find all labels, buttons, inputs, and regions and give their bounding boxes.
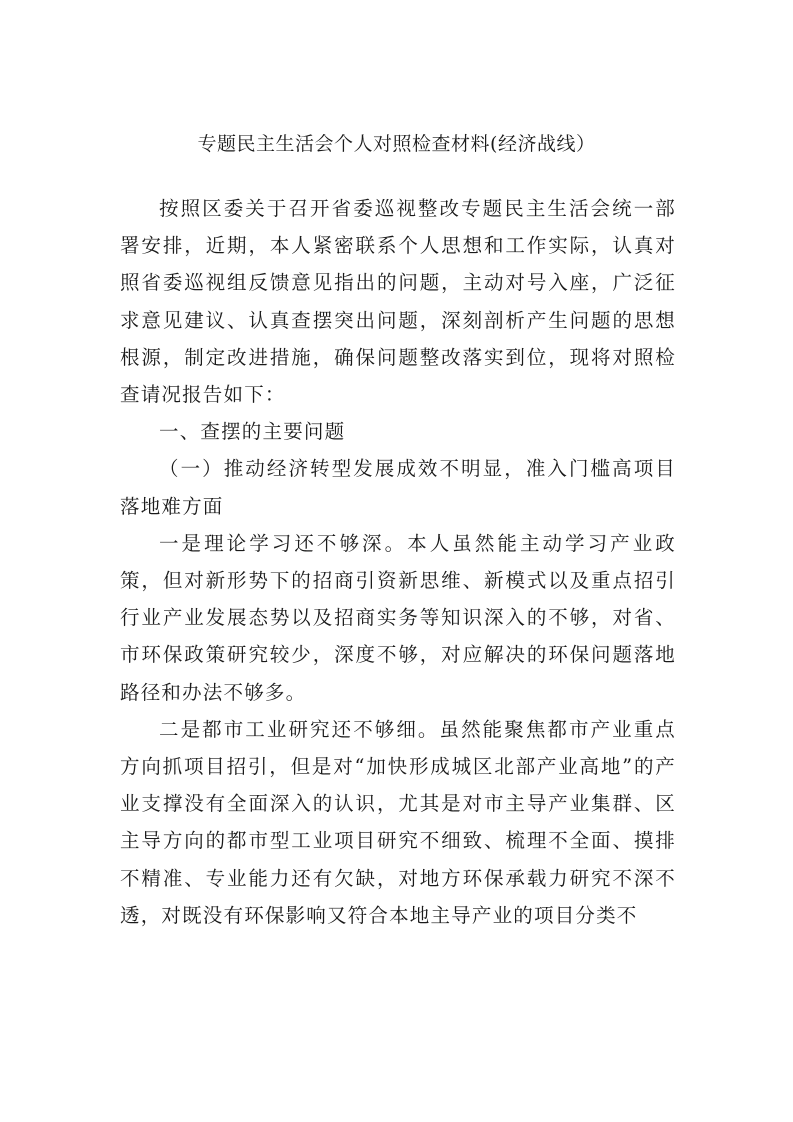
point-two-paragraph: 二是都市工业研究还不够细。虽然能聚焦都市产业重点方向抓项目招引，但是对“加快形成城区北部产业高地”的产业支撑没有全面深入的认识，尤其是对市主导产业集群、区主导方向的都市型工业项目研究不细致、梳理不全面、摸排不精准、专业能力还有欠缺，对地方环保承载力研究不深不透，对既没有环保影响又符合本地主导产业的项目分类不 <box>120 717 676 927</box>
point-one-paragraph: 一是理论学习还不够深。本人虽然能主动学习产业政策，但对新形势下的招商引资新思维、新模式以及重点招引行业产业发展态势以及招商实务等知识深入的不够，对省、市环保政策研究较少，深度不够，对应解决的环保问题落地路径和办法不够多。 <box>120 531 676 704</box>
document-body <box>120 190 676 934</box>
document-title: 专题民主生活会个人对照检查材料(经济战线） <box>197 133 596 155</box>
section-heading-problems: 一、查摆的主要问题 <box>159 420 346 444</box>
intro-paragraph: 按照区委关于召开省委巡视整改专题民主生活会统一部署安排，近期，本人紧密联系个人思想和工作实际，认真对照省委巡视组反馈意见指出的问题，主动对号入座，广泛征求意见建议、认真查摆突出问题，深刻剖析产生问题的思想根源，制定改进措施，确保问题整改落实到位，现将对照检查请况报告如下： <box>120 197 676 407</box>
subsection-heading-economic-transition: （一）推动经济转型发展成效不明显，准入门槛高项目落地难方面 <box>120 457 676 518</box>
